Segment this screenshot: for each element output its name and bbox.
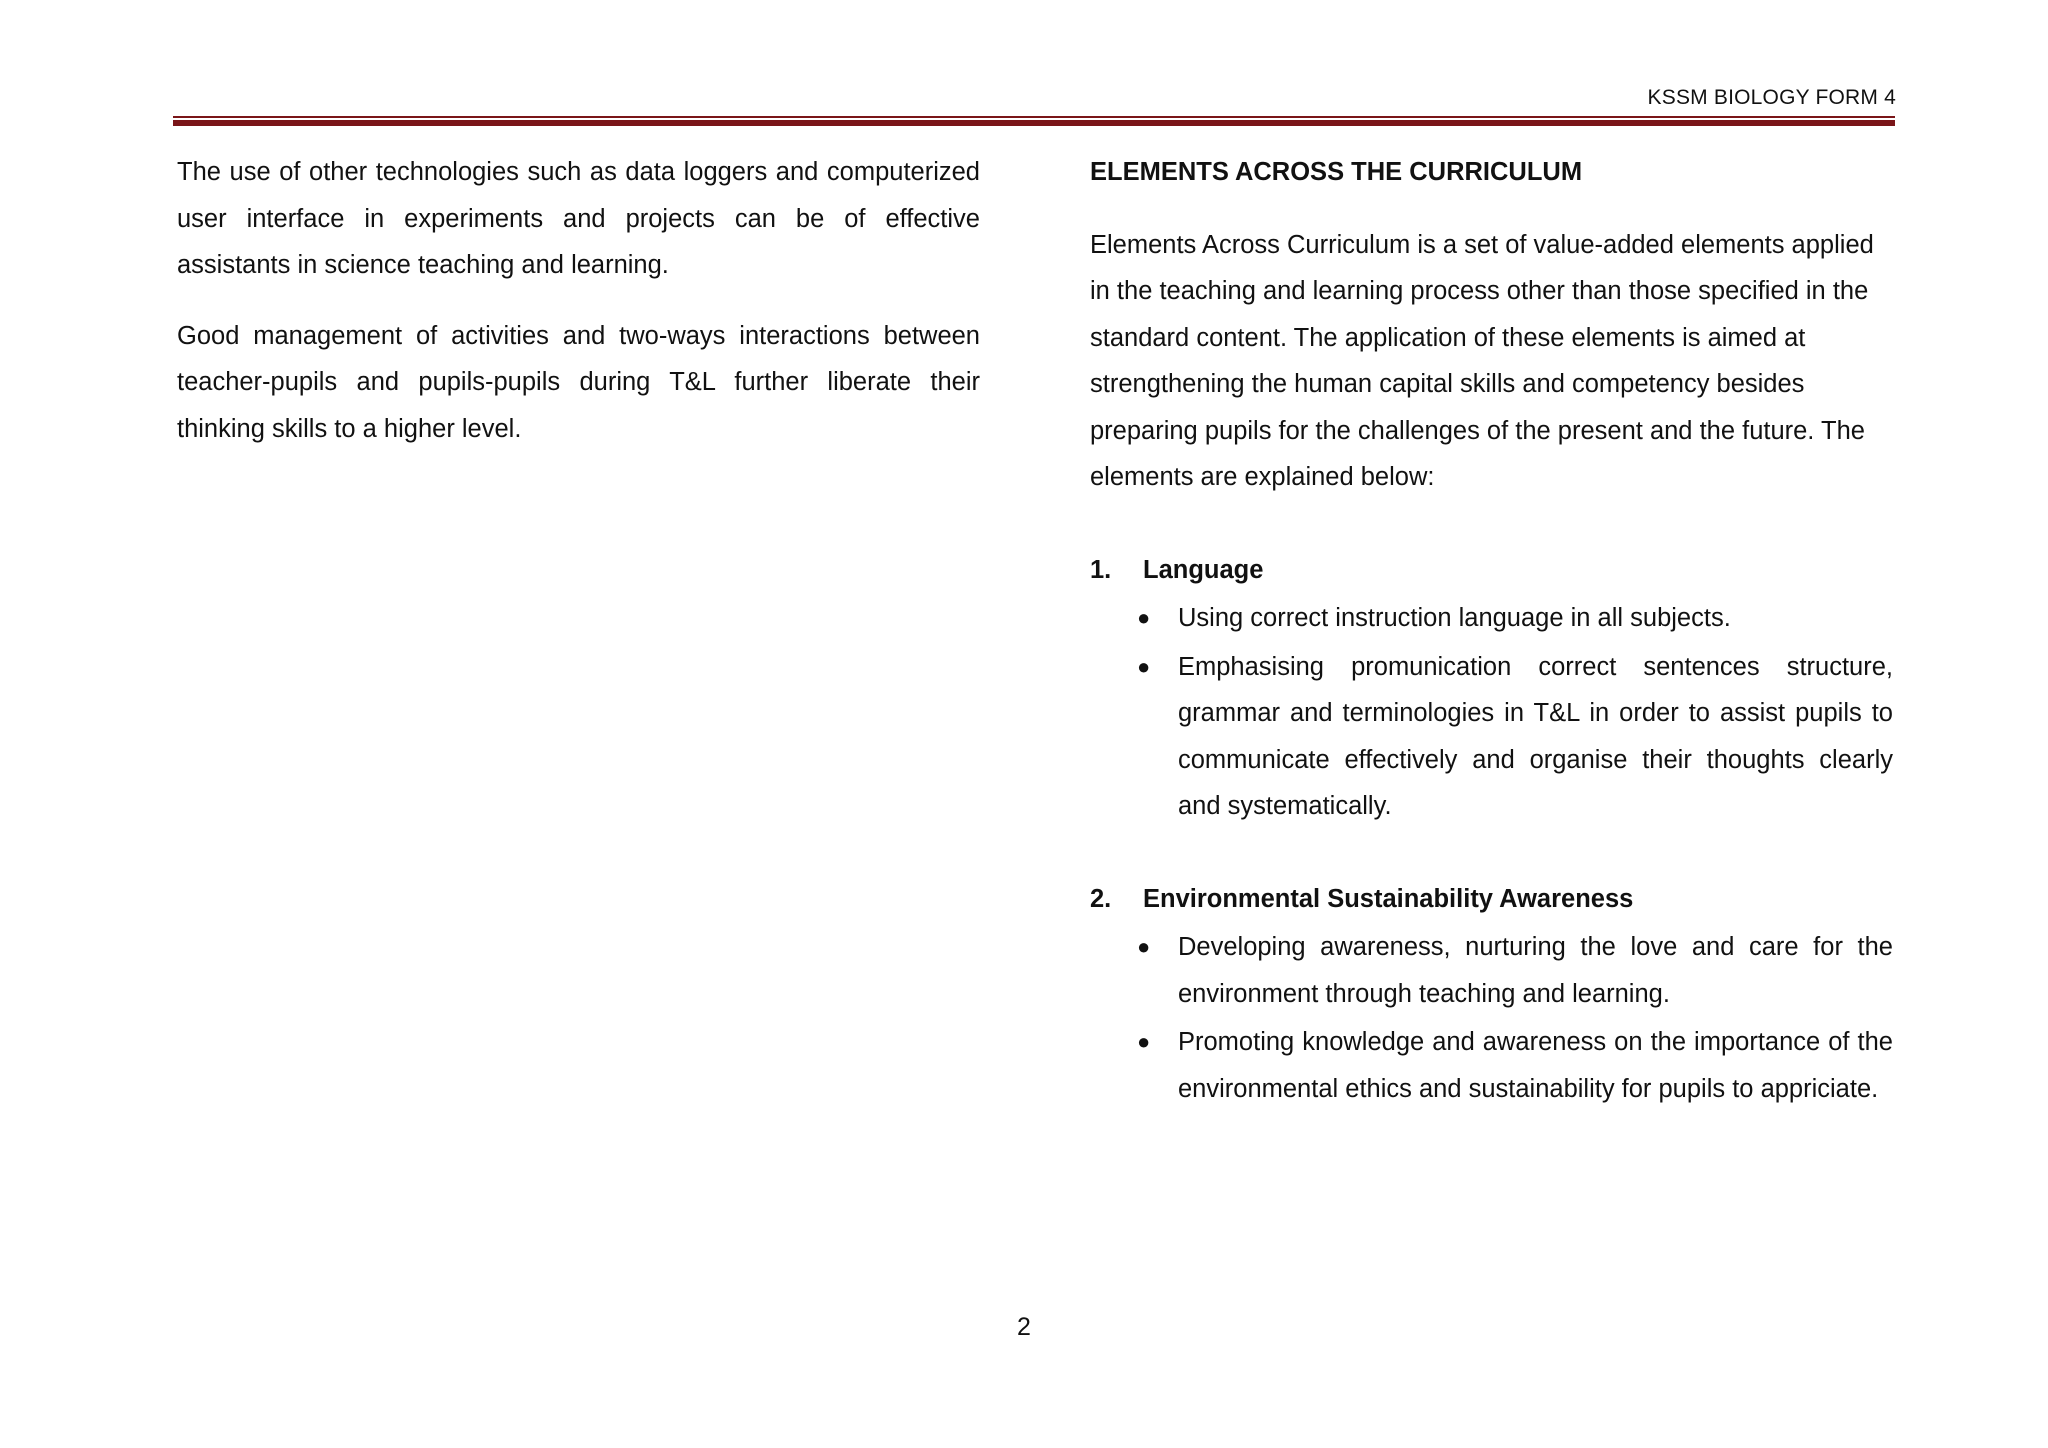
bullet-text: Promoting knowledge and awareness on the importance of the environmental ethics and sustainability for pupils to appriciate.: [1178, 1028, 1893, 1103]
list-item: [1090, 1019, 1893, 1112]
bullet-icon: ●: [1137, 653, 1151, 679]
environment-bullet-list: [1090, 924, 1893, 1112]
left-column: [177, 149, 980, 476]
paragraph-technologies: The use of other technologies such as data loggers and computerized user interface in experiments and projects can be of effective assistants in science teaching and learning.: [177, 158, 980, 279]
intro-paragraph: Elements Across Curriculum is a set of value-added elements applied in the teaching and learning process other than those specified in the standard content. The application of these elements is aimed at strengthening the human capital skills and competency besides preparing pupils for the challenges of the present and the future. The elements are explained below:: [1090, 230, 1874, 491]
right-column: [1090, 149, 1893, 1158]
element-number: 1.: [1090, 555, 1112, 584]
bullet-icon: ●: [1137, 1029, 1151, 1054]
section-heading: ELEMENTS ACROSS THE CURRICULUM: [1090, 158, 1583, 186]
element-title: Environmental Sustainability Awareness: [1143, 884, 1634, 913]
bullet-icon: ●: [1137, 605, 1151, 630]
element-title: Language: [1143, 555, 1264, 584]
list-item: [1090, 924, 1893, 1017]
header-rule-thin: [173, 116, 1895, 118]
list-item: [1090, 644, 1893, 830]
element-heading-environment: [1090, 876, 1893, 923]
list-item: [1090, 595, 1893, 642]
element-heading-language: [1090, 547, 1893, 594]
bullet-icon: ●: [1137, 934, 1151, 959]
bullet-text: Developing awareness, nurturing the love and care for the environment through teaching and learning.: [1178, 933, 1893, 1008]
header-rule-thick: [173, 120, 1895, 126]
language-bullet-list: [1090, 595, 1893, 830]
paragraph-management: Good management of activities and two-ways interactions between teacher-pupils and pupils-pupils during T&L further liberate their thinking skills to a higher level.: [177, 321, 980, 443]
bullet-text: Using correct instruction language in all subjects.: [1178, 604, 1731, 632]
document-header-title: KSSM BIOLOGY FORM 4: [1647, 86, 1896, 109]
element-number: 2.: [1090, 884, 1112, 913]
page-number: 2: [1017, 1313, 1031, 1341]
bullet-text: Emphasising promunication correct sentences structure, grammar and terminologies in T&L in order to assist pupils to communicate effectively and organise their thoughts clearly and systematically.: [1178, 652, 1893, 820]
